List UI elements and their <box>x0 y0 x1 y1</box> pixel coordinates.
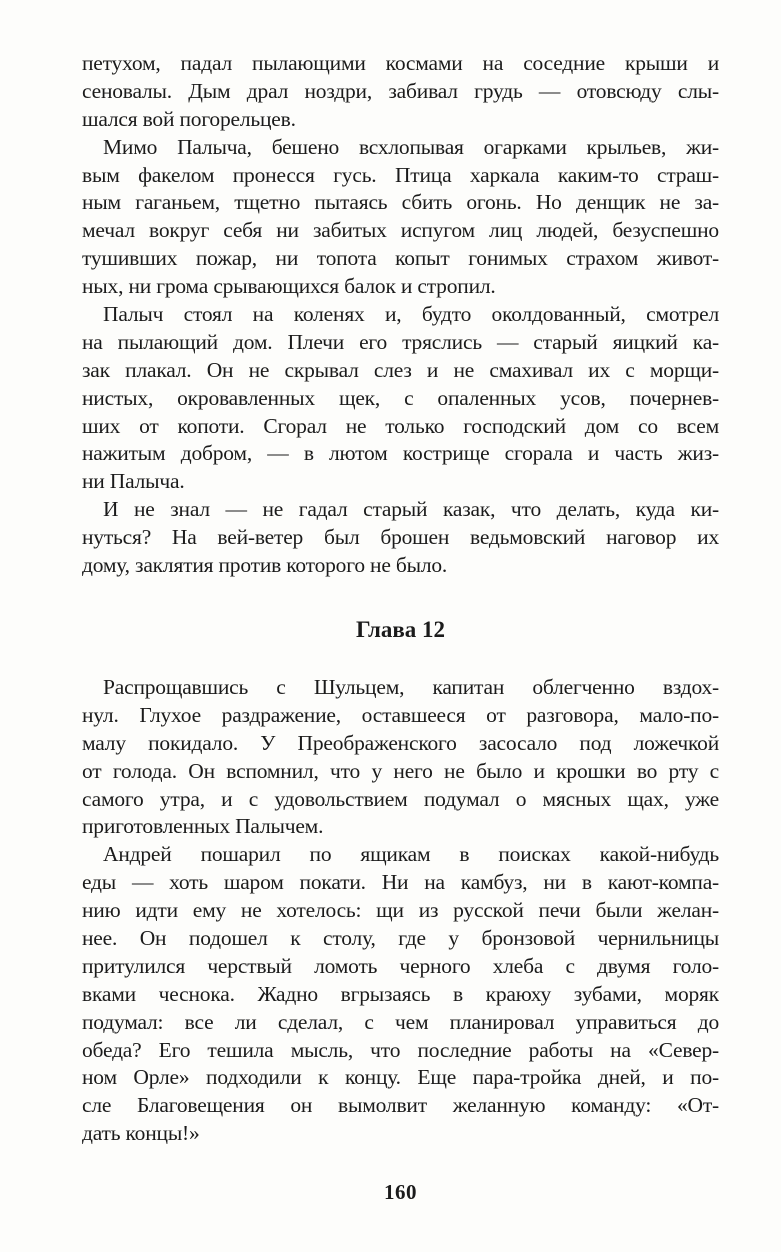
text-line: Палыч стоял на коленях и, будто околдованный, смотрел <box>103 302 719 327</box>
paragraph <box>82 841 719 1148</box>
text-line: нуться? На вей-ветер был брошен ведьмовский наговор их <box>82 525 719 550</box>
text-line: еды — хоть шаром покати. Ни на камбуз, ни в кают-компа- <box>82 870 719 895</box>
text-line: зак плакал. Он не скрывал слез и не смахивал их с морщи- <box>82 357 719 382</box>
text-line: сеновалы. Дым драл ноздри, забивал грудь — отовсюду слы- <box>82 78 719 103</box>
chapter-heading: Глава 12 <box>355 617 446 642</box>
text-line: ни Палыча. <box>82 469 185 494</box>
text-line: ших от копоти. Сгорал не только господский дом со всем <box>82 413 719 438</box>
text-line: И не знал — не гадал старый казак, что делать, куда ки- <box>103 497 719 522</box>
text-line: Распрощавшись с Шульцем, капитан облегченно вздох- <box>103 675 719 699</box>
text-line: Мимо Палыча, бешено всхлопывая огарками крыльев, жи- <box>103 134 719 159</box>
text-line: дать концы!» <box>82 1121 200 1146</box>
text-line: петухом, падал пылающими космами на соседние крыши и <box>82 51 719 75</box>
text-line: ных, ни грома срывающихся балок и стропил. <box>82 274 496 299</box>
text-line: приготовленных Палычем. <box>82 814 324 839</box>
text-line: нию идти ему не хотелось: щи из русской печи были желан- <box>82 898 719 923</box>
text-line: дому, заклятия против которого не было. <box>82 553 448 578</box>
text-line: тушивших пожар, ни топота копыт гонимых страхом живот- <box>82 246 719 271</box>
text-line: притулился черствый ломоть черного хлеба с двумя голо- <box>82 953 719 978</box>
text-line: нажитым добром, — в лютом кострище сгорала и часть жиз- <box>82 441 719 466</box>
text-line: обеда? Его тешила мысль, что последние работы на «Север- <box>82 1037 719 1062</box>
text-line: вым факелом пронесся гусь. Птица харкала каким-то страш- <box>82 162 719 187</box>
text-line: нул. Глухое раздражение, оставшееся от разговора, мало-по- <box>82 702 719 727</box>
text-line: ном Орле» подходили к концу. Еще пара-тройка дней, и по- <box>82 1065 719 1090</box>
text-line: малу покидало. У Преображенского засосало под ложечкой <box>82 730 719 755</box>
body-text-part2 <box>82 674 719 1148</box>
paragraph <box>82 496 719 580</box>
text-line: нистых, окровавленных щек, с опаленных усов, почернев- <box>82 385 719 410</box>
paragraph <box>82 50 719 134</box>
paragraph <box>82 134 719 301</box>
text-line: мечал вокруг себя ни забитых испугом лиц людей, безуспешно <box>82 218 719 243</box>
text-line: ным гаганьем, тщетно пытаясь сбить огонь. Но денщик не за- <box>82 190 719 215</box>
text-line: самого утра, и с удовольствием подумал о мясных щах, уже <box>82 786 719 811</box>
text-line: сле Благовещения он вымолвит желанную команду: «От- <box>82 1093 719 1118</box>
text-line: нее. Он подошел к столу, где у бронзовой чернильницы <box>82 926 719 951</box>
text-line: подумал: все ли сделал, с чем планировал управиться до <box>82 1009 719 1034</box>
paragraph <box>82 301 719 496</box>
body-text-part1 <box>82 50 719 580</box>
text-line: от голода. Он вспомнил, что у него не было и крошки во рту с <box>82 758 719 783</box>
text-line: шался вой погорельцев. <box>82 106 296 131</box>
text-line: вками чеснока. Жадно вгрызаясь в краюху зубами, моряк <box>82 981 719 1006</box>
text-line: Андрей пошарил по ящикам в поисках какой-нибудь <box>103 842 719 867</box>
paragraph <box>82 674 719 841</box>
text-line: на пылающий дом. Плечи его тряслись — старый яицкий ка- <box>82 329 719 354</box>
page-number: 160 <box>384 1180 417 1204</box>
